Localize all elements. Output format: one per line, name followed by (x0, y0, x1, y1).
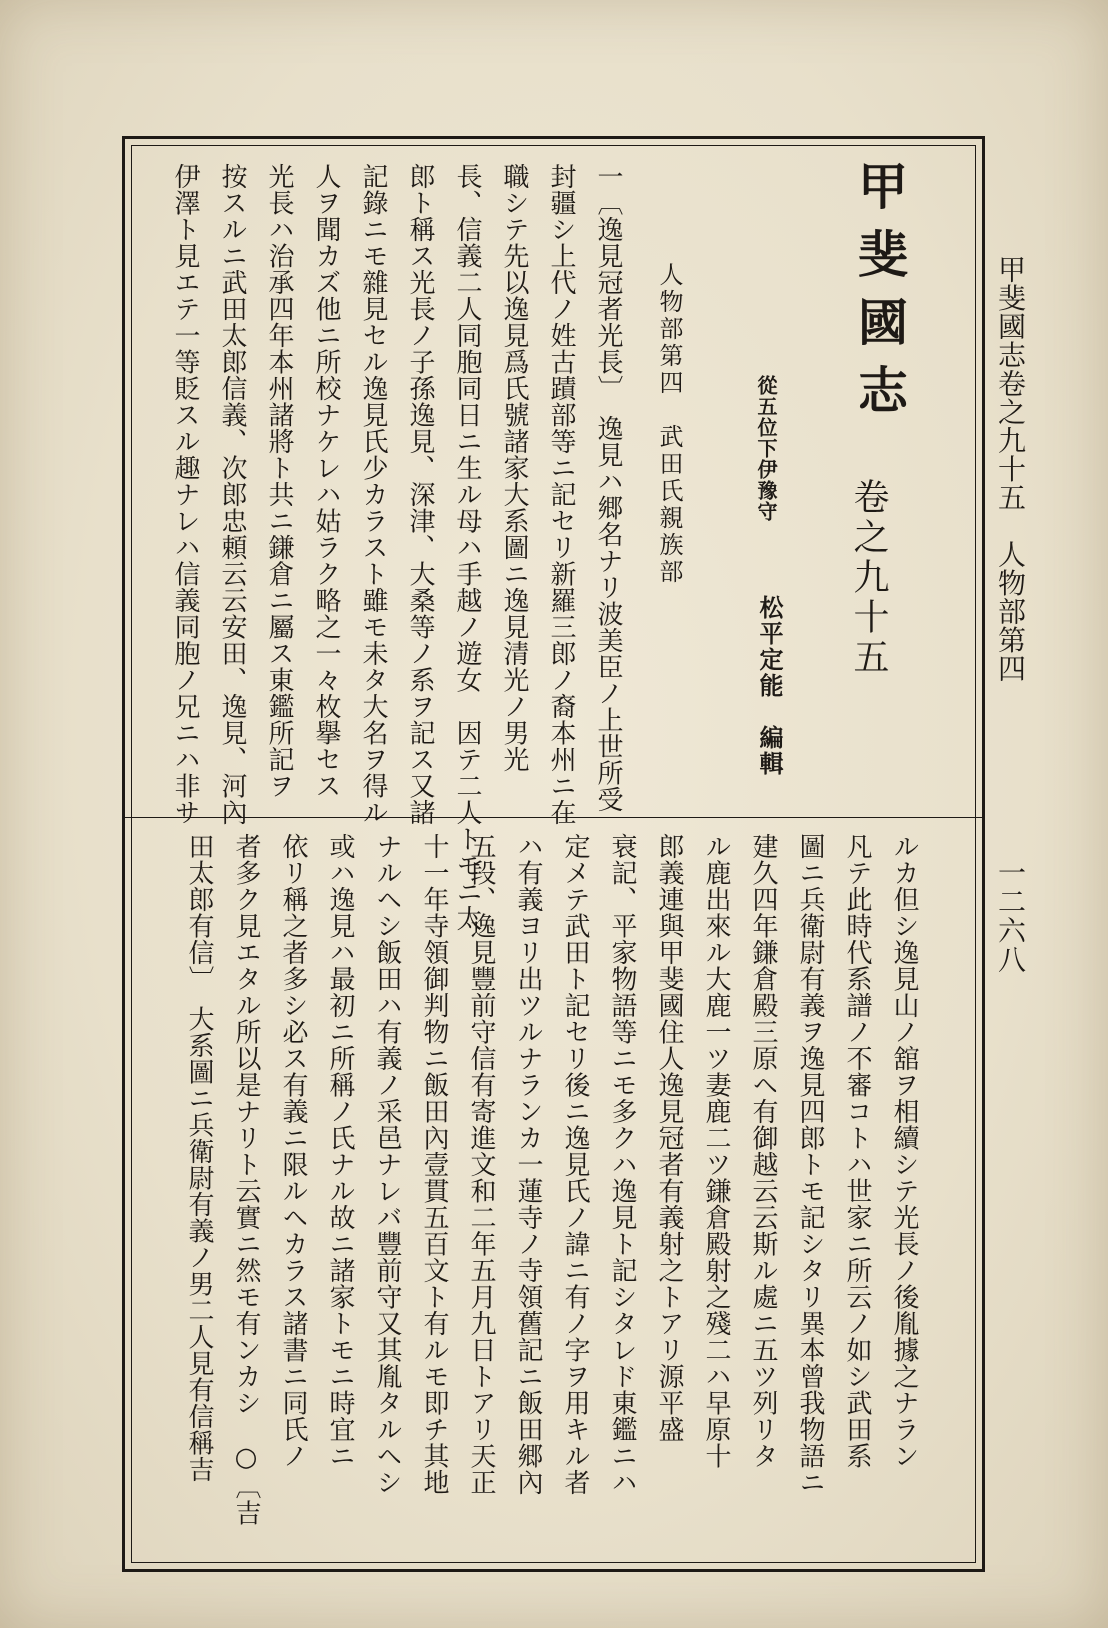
upper-text-line: 長、信義二人同胞同日ニ生ル母ハ手越ノ遊女 因テ二人トモニ太 (452, 163, 482, 932)
lower-text-line: 建久四年鎌倉殿三原ヘ有御越云云斯ル處ニ五ツ列リタ (748, 833, 778, 1469)
section-heading: 人物部第四 武田氏親族部 (655, 262, 683, 586)
lower-text-line: 五段、逸見豐前守信有寄進文和二年五月九日トアリ天正 (466, 833, 496, 1496)
lower-text-line: 依リ稱之者多シ必ス有義ニ限ルヘカラス諸書ニ同氏ノ (278, 833, 308, 1469)
upper-text-line: 人ヲ聞カズ他ニ所校ナケレハ姑ラク略之一々枚擧セス (311, 163, 341, 799)
upper-text-line: 封疆シ上代ノ姓古蹟部等ニ記セリ新羅三郎ノ裔本州ニ在 (546, 163, 576, 826)
upper-text-line: 記錄ニモ雜見セル逸見氏少カラスト雖モ未タ大名ヲ得ル (358, 163, 388, 826)
lower-text-line: 田太郎有信〕 大系圖ニ兵衛尉有義ノ男二人見有信稱吉 (184, 833, 214, 1483)
volume-number: 卷之九十五 (848, 478, 889, 678)
lower-text-line: 衰記、平家物語等ニモ多クハ逸見ト記シタレド東鑑ニハ (607, 833, 637, 1496)
author-name: 松平定能 編輯 (755, 595, 784, 777)
upper-text-line: 伊澤ト見エテ一等貶スル趣ナレハ信義同胞ノ兄ニハ非サ (170, 163, 200, 826)
lower-text-line: 凡テ此時代系譜ノ不審コトハ世家ニ所云ノ如シ武田系 (842, 833, 872, 1469)
lower-text-line: ハ有義ヨリ出ツルナランカ一蓮寺ノ寺領舊記ニ飯田郷內 (513, 833, 543, 1496)
author-rank: 從五位下伊豫守 (754, 375, 778, 522)
lower-text-line: 或ハ逸見ハ最初ニ所稱ノ氏ナル故ニ諸家トモニ時宜ニ (325, 833, 355, 1469)
lower-text-line: 十一年寺領御判物ニ飯田內壹貫五百文ト有ルモ即チ其地 (419, 833, 449, 1496)
page-number: 一二六八 (994, 858, 1027, 974)
upper-text-line: 光長ハ治承四年本州諸將ト共ニ鎌倉ニ屬ス東鑑所記ヲ (264, 163, 294, 799)
lower-text-line: ルカ但シ逸見山ノ舘ヲ相續シテ光長ノ後胤據之ナラン (889, 833, 919, 1469)
lower-text-line: 定メテ武田ト記セリ後ニ逸見氏ノ諱ニ有ノ字ヲ用キル者 (560, 833, 590, 1496)
book-title: 甲斐國志 (850, 160, 909, 432)
lower-text-line: 圖ニ兵衛尉有義ヲ逸見四郎トモ記シタリ異本曾我物語ニ (795, 833, 825, 1496)
lower-text-line: 者多ク見エタル所以是ナリト云實ニ然モ有ンカシ ○〔吉 (231, 833, 261, 1526)
upper-text-line: 職シテ先以逸見爲氏號諸家大系圖ニ逸見清光ノ男光 (499, 163, 529, 773)
upper-text-line: 一〔逸見冠者光長〕 逸見ハ郷名ナリ波美臣ノ上世所受 (593, 163, 623, 813)
lower-text-line: ナルヘシ飯田ハ有義ノ采邑ナレバ豐前守又其胤タルヘシ (372, 833, 402, 1496)
lower-text-line: ル鹿出來ル大鹿一ツ妻鹿二ツ鎌倉殿射之殘二ハ早原十 (701, 833, 731, 1469)
upper-text-line: 按スルニ武田太郎信義、次郎忠頼云云安田、逸見、河內 (217, 163, 247, 826)
lower-text-line: 郎義連與甲斐國住人逸見冠者有義射之トアリ源平盛 (654, 833, 684, 1443)
upper-text-line: 郎ト稱ス光長ノ子孫逸見、深津、大桑等ノ系ヲ記ス又諸 (405, 163, 435, 826)
running-head: 甲斐國志卷之九十五 人物部第四 (994, 255, 1027, 683)
